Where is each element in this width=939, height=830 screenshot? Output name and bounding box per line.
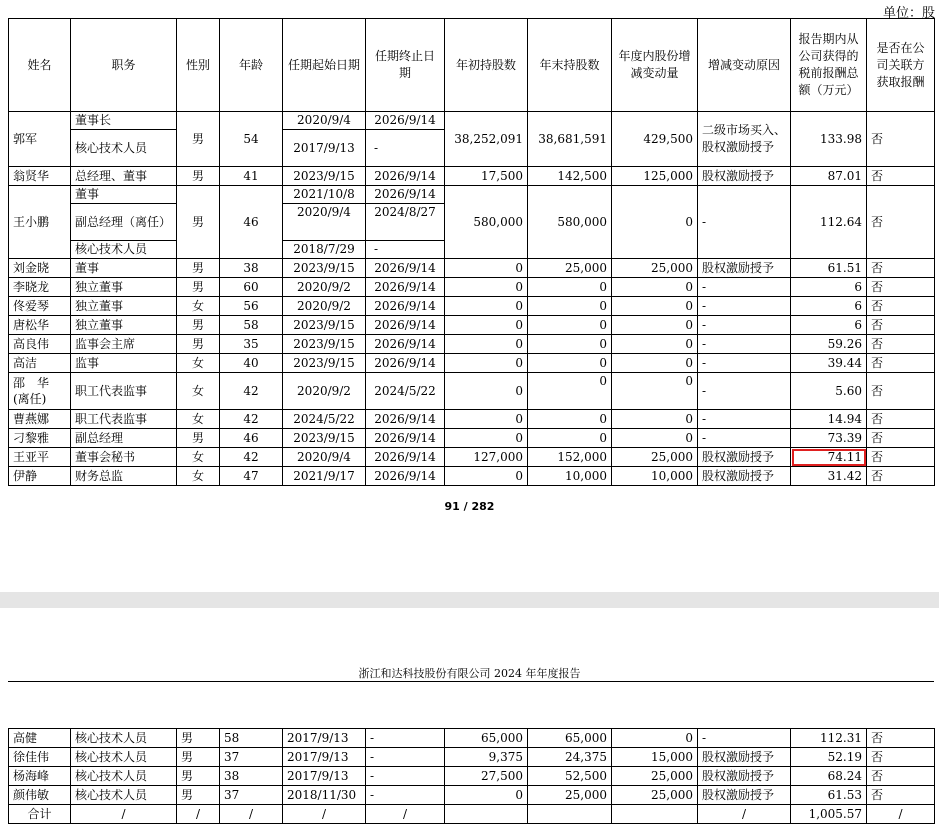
begin-shares-cell: 0 (445, 335, 528, 354)
pay-cell: 112.31 (791, 729, 867, 748)
start-cell: 2023/9/15 (283, 316, 366, 335)
total-pay: 1,005.57 (791, 805, 867, 824)
end-date-cell: - (366, 241, 445, 259)
age-cell: 42 (220, 373, 283, 410)
age-cell: 47 (220, 467, 283, 486)
begin-shares-cell: 0 (445, 467, 528, 486)
header-cell: 性别 (177, 19, 220, 112)
age-cell: 58 (220, 316, 283, 335)
age-cell: 58 (220, 729, 283, 748)
change-cell: 0 (612, 186, 698, 259)
end-date-cell: 2026/9/14 (366, 448, 445, 467)
reason-cell: - (698, 373, 791, 410)
name-cell: 李晓龙 (9, 278, 71, 297)
begin-shares-cell: 65,000 (445, 729, 528, 748)
change-cell: 429,500 (612, 112, 698, 167)
end-shares-cell: 0 (528, 410, 612, 429)
end-date-cell: 2026/9/14 (366, 259, 445, 278)
related-cell: 否 (867, 467, 935, 486)
reason-cell: - (698, 335, 791, 354)
table-row (9, 259, 935, 278)
end-shares-cell: 0 (528, 316, 612, 335)
change-cell: 0 (612, 410, 698, 429)
start-cell: 2023/9/15 (283, 335, 366, 354)
change-cell: 25,000 (612, 259, 698, 278)
related-cell: 否 (867, 167, 935, 186)
related-cell: 否 (867, 410, 935, 429)
total-slash: / (283, 805, 366, 824)
name-cell: 徐佳伟 (9, 748, 71, 767)
start-cell: 2017/9/13 (283, 748, 366, 767)
position-cell: 独立董事 (71, 278, 177, 297)
reason-cell: 股权激励授予 (698, 767, 791, 786)
reason-cell: 股权激励授予 (698, 259, 791, 278)
reason-cell: - (698, 186, 791, 259)
end-shares-cell: 0 (528, 354, 612, 373)
end-shares-cell: 25,000 (528, 786, 612, 805)
pay-cell: 39.44 (791, 354, 867, 373)
total-slash: / (71, 805, 177, 824)
begin-shares-cell: 580,000 (445, 186, 528, 259)
header-cell: 任期起始日期 (283, 19, 366, 112)
start-cell: 2023/9/15 (283, 354, 366, 373)
related-cell: 否 (867, 112, 935, 167)
related-cell: 否 (867, 186, 935, 259)
change-cell: 10,000 (612, 467, 698, 486)
end-shares-cell: 38,681,591 (528, 112, 612, 167)
position-cell: 董事会秘书 (71, 448, 177, 467)
related-cell: 否 (867, 448, 935, 467)
total-empty (612, 805, 698, 824)
report-header: 浙江和达科技股份有限公司 2024 年年度报告 (358, 667, 581, 680)
gender-cell: 女 (177, 354, 220, 373)
begin-shares-cell: 0 (445, 354, 528, 373)
table-row (9, 786, 935, 805)
age-cell: 38 (220, 767, 283, 786)
position-cell: 监事 (71, 354, 177, 373)
core-tech-table (8, 728, 935, 824)
related-cell: 否 (867, 429, 935, 448)
gender-cell: 男 (177, 786, 220, 805)
table-row (9, 278, 935, 297)
age-cell: 35 (220, 335, 283, 354)
gender-cell: 男 (177, 316, 220, 335)
header-row (9, 19, 935, 112)
age-cell: 60 (220, 278, 283, 297)
end-shares-cell: 10,000 (528, 467, 612, 486)
end-shares-cell: 25,000 (528, 259, 612, 278)
reason-cell: - (698, 278, 791, 297)
table-row (9, 467, 935, 486)
age-cell: 37 (220, 748, 283, 767)
header-cell: 是否在公司关联方获取报酬 (867, 19, 935, 112)
begin-shares-cell: 0 (445, 316, 528, 335)
begin-shares-cell: 0 (445, 786, 528, 805)
table-row (9, 767, 935, 786)
name-cell (9, 373, 71, 410)
header-cell: 年末持股数 (528, 19, 612, 112)
change-cell: 0 (612, 316, 698, 335)
begin-shares-cell: 0 (445, 259, 528, 278)
pay-cell: 61.51 (791, 259, 867, 278)
position-cell: 核心技术人员 (71, 241, 177, 259)
related-cell: 否 (867, 354, 935, 373)
end-date-cell: 2026/9/14 (366, 429, 445, 448)
position-cell: 职工代表监事 (71, 373, 177, 410)
change-cell: 0 (612, 297, 698, 316)
name-line: 邵 华 (13, 376, 50, 390)
pay-cell: 6 (791, 316, 867, 335)
age-cell: 38 (220, 259, 283, 278)
table-row (9, 448, 935, 467)
start-cell: 2023/9/15 (283, 167, 366, 186)
name-cell: 高健 (9, 729, 71, 748)
end-shares-cell: 0 (528, 335, 612, 354)
begin-shares-cell: 127,000 (445, 448, 528, 467)
start-cell: 2020/9/2 (283, 297, 366, 316)
pay-cell: 112.64 (791, 186, 867, 259)
related-cell: 否 (867, 373, 935, 410)
pay-cell: 87.01 (791, 167, 867, 186)
reason-cell: 二级市场买入、股权激励授予 (698, 112, 791, 167)
reason-cell: 股权激励授予 (698, 786, 791, 805)
gender-cell: 男 (177, 429, 220, 448)
start-cell: 2020/9/4 (283, 112, 366, 130)
begin-shares-cell: 0 (445, 373, 528, 410)
start-cell: 2020/9/4 (283, 204, 366, 241)
end-shares-cell: 52,500 (528, 767, 612, 786)
start-cell: 2017/9/13 (283, 729, 366, 748)
begin-shares-cell: 0 (445, 278, 528, 297)
position-cell: 董事 (71, 259, 177, 278)
pay-cell: 5.60 (791, 373, 867, 410)
gender-cell: 女 (177, 373, 220, 410)
end-date-cell: 2026/9/14 (366, 410, 445, 429)
start-cell: 2020/9/4 (283, 448, 366, 467)
gender-cell: 女 (177, 297, 220, 316)
gender-cell: 男 (177, 335, 220, 354)
pay-cell: 14.94 (791, 410, 867, 429)
name-cell: 高良伟 (9, 335, 71, 354)
reason-cell: - (698, 410, 791, 429)
table-row (9, 297, 935, 316)
position-cell: 总经理、董事 (71, 167, 177, 186)
position-cell: 独立董事 (71, 297, 177, 316)
position-cell: 核心技术人员 (71, 729, 177, 748)
header-cell: 任期终止日期 (366, 19, 445, 112)
table-row (9, 112, 935, 130)
end-shares-cell: 65,000 (528, 729, 612, 748)
change-cell: 0 (612, 335, 698, 354)
reason-cell: - (698, 297, 791, 316)
total-slash: / (698, 805, 791, 824)
change-cell: 0 (612, 278, 698, 297)
name-note: (离任) (13, 392, 47, 406)
related-cell: 否 (867, 748, 935, 767)
table-row (9, 186, 935, 204)
change-cell: 0 (612, 354, 698, 373)
end-shares-cell: 0 (528, 297, 612, 316)
begin-shares-cell: 0 (445, 297, 528, 316)
end-shares-cell: 0 (528, 278, 612, 297)
total-slash: / (366, 805, 445, 824)
end-shares-cell: 0 (528, 429, 612, 448)
position-cell: 核心技术人员 (71, 748, 177, 767)
end-date-cell: 2026/9/14 (366, 297, 445, 316)
end-date-cell: - (366, 748, 445, 767)
position-cell: 董事 (71, 186, 177, 204)
position-cell: 财务总监 (71, 467, 177, 486)
gender-cell: 男 (177, 167, 220, 186)
reason-cell: - (698, 729, 791, 748)
total-slash: / (867, 805, 935, 824)
position-cell: 核心技术人员 (71, 767, 177, 786)
end-shares-cell: 142,500 (528, 167, 612, 186)
start-cell: 2024/5/22 (283, 410, 366, 429)
name-cell: 杨海峰 (9, 767, 71, 786)
related-cell: 否 (867, 335, 935, 354)
page-number: 91 / 282 (444, 500, 495, 513)
pay-cell-highlighted: 74.11 (791, 448, 867, 467)
end-date-cell: - (366, 729, 445, 748)
gender-cell: 男 (177, 729, 220, 748)
name-cell: 曹燕娜 (9, 410, 71, 429)
gender-cell: 女 (177, 448, 220, 467)
name-cell: 颜伟敏 (9, 786, 71, 805)
end-shares-cell: 24,375 (528, 748, 612, 767)
start-cell: 2023/9/15 (283, 259, 366, 278)
pay-cell: 31.42 (791, 467, 867, 486)
end-date-cell: 2026/9/14 (366, 112, 445, 130)
related-cell: 否 (867, 729, 935, 748)
begin-shares-cell: 17,500 (445, 167, 528, 186)
end-date-cell: 2024/5/22 (366, 373, 445, 410)
gender-cell: 男 (177, 748, 220, 767)
table-row (9, 373, 935, 410)
change-cell: 125,000 (612, 167, 698, 186)
name-cell: 王亚平 (9, 448, 71, 467)
start-cell: 2018/11/30 (283, 786, 366, 805)
name-cell: 王小鹏 (9, 186, 71, 259)
name-cell: 佟爱琴 (9, 297, 71, 316)
gender-cell: 男 (177, 767, 220, 786)
table-row (9, 729, 935, 748)
gender-cell: 男 (177, 278, 220, 297)
header-cell: 姓名 (9, 19, 71, 112)
age-cell: 37 (220, 786, 283, 805)
gender-cell: 女 (177, 467, 220, 486)
change-cell: 25,000 (612, 786, 698, 805)
pay-cell: 73.39 (791, 429, 867, 448)
total-empty (445, 805, 528, 824)
start-cell: 2017/9/13 (283, 767, 366, 786)
end-date-cell: 2026/9/14 (366, 316, 445, 335)
position-cell: 副总经理（离任） (71, 204, 177, 241)
table-row (9, 354, 935, 373)
table-row (9, 410, 935, 429)
change-cell: 15,000 (612, 748, 698, 767)
age-cell: 56 (220, 297, 283, 316)
end-date-cell: 2026/9/14 (366, 186, 445, 204)
begin-shares-cell: 0 (445, 410, 528, 429)
name-cell: 高洁 (9, 354, 71, 373)
age-cell: 46 (220, 429, 283, 448)
total-slash: / (220, 805, 283, 824)
end-date-cell: - (366, 767, 445, 786)
change-cell: 0 (612, 373, 698, 410)
end-date-cell: - (366, 786, 445, 805)
begin-shares-cell: 0 (445, 429, 528, 448)
age-cell: 40 (220, 354, 283, 373)
table-row (9, 316, 935, 335)
executives-table (8, 18, 935, 486)
end-date-cell: 2026/9/14 (366, 278, 445, 297)
age-cell: 41 (220, 167, 283, 186)
name-cell: 刁黎雅 (9, 429, 71, 448)
reason-cell: 股权激励授予 (698, 748, 791, 767)
related-cell: 否 (867, 297, 935, 316)
related-cell: 否 (867, 259, 935, 278)
reason-cell: - (698, 429, 791, 448)
change-cell: 0 (612, 429, 698, 448)
total-slash: / (177, 805, 220, 824)
header-cell: 年度内股份增减变动量 (612, 19, 698, 112)
header-cell: 年龄 (220, 19, 283, 112)
name-cell: 刘金晓 (9, 259, 71, 278)
related-cell: 否 (867, 767, 935, 786)
end-shares-cell: 152,000 (528, 448, 612, 467)
change-cell: 0 (612, 729, 698, 748)
start-cell: 2017/9/13 (283, 130, 366, 167)
end-date-cell: 2026/9/14 (366, 467, 445, 486)
position-cell: 监事会主席 (71, 335, 177, 354)
name-cell: 翁贤华 (9, 167, 71, 186)
end-shares-cell: 580,000 (528, 186, 612, 259)
name-cell: 郭军 (9, 112, 71, 167)
age-cell: 54 (220, 112, 283, 167)
end-date-cell: 2026/9/14 (366, 335, 445, 354)
name-cell: 唐松华 (9, 316, 71, 335)
pay-cell: 68.24 (791, 767, 867, 786)
change-cell: 25,000 (612, 767, 698, 786)
unit-label: 单位：股 (882, 6, 935, 21)
page-gap (0, 592, 939, 608)
header-cell: 年初持股数 (445, 19, 528, 112)
pay-cell: 133.98 (791, 112, 867, 167)
gender-cell: 男 (177, 186, 220, 259)
age-cell: 42 (220, 410, 283, 429)
age-cell: 46 (220, 186, 283, 259)
position-cell: 副总经理 (71, 429, 177, 448)
begin-shares-cell: 27,500 (445, 767, 528, 786)
position-cell: 核心技术人员 (71, 786, 177, 805)
total-row (9, 805, 935, 824)
gender-cell: 男 (177, 112, 220, 167)
total-label: 合计 (9, 805, 71, 824)
end-date-cell: - (366, 130, 445, 167)
related-cell: 否 (867, 316, 935, 335)
pay-cell: 6 (791, 278, 867, 297)
start-cell: 2018/7/29 (283, 241, 366, 259)
gender-cell: 女 (177, 410, 220, 429)
change-cell: 25,000 (612, 448, 698, 467)
position-cell: 董事长 (71, 112, 177, 130)
reason-cell: - (698, 316, 791, 335)
related-cell: 否 (867, 786, 935, 805)
end-date-cell: 2024/8/27 (366, 204, 445, 241)
name-cell: 伊静 (9, 467, 71, 486)
position-cell: 独立董事 (71, 316, 177, 335)
end-date-cell: 2026/9/14 (366, 354, 445, 373)
pay-cell: 52.19 (791, 748, 867, 767)
table-row (9, 335, 935, 354)
header-cell: 增减变动原因 (698, 19, 791, 112)
header-cell: 报告期内从公司获得的税前报酬总额（万元） (791, 19, 867, 112)
start-cell: 2021/10/8 (283, 186, 366, 204)
header-cell: 职务 (71, 19, 177, 112)
table-row (9, 167, 935, 186)
total-empty (528, 805, 612, 824)
begin-shares-cell: 38,252,091 (445, 112, 528, 167)
position-cell: 职工代表监事 (71, 410, 177, 429)
reason-cell: 股权激励授予 (698, 167, 791, 186)
start-cell: 2021/9/17 (283, 467, 366, 486)
pay-cell: 61.53 (791, 786, 867, 805)
pay-cell: 59.26 (791, 335, 867, 354)
age-cell: 42 (220, 448, 283, 467)
end-date-cell: 2026/9/14 (366, 167, 445, 186)
pay-cell: 6 (791, 297, 867, 316)
position-cell: 核心技术人员 (71, 130, 177, 167)
related-cell: 否 (867, 278, 935, 297)
gender-cell: 男 (177, 259, 220, 278)
start-cell: 2023/9/15 (283, 429, 366, 448)
reason-cell: 股权激励授予 (698, 448, 791, 467)
end-shares-cell: 0 (528, 373, 612, 410)
table-row (9, 429, 935, 448)
table-row (9, 748, 935, 767)
start-cell: 2020/9/2 (283, 373, 366, 410)
start-cell: 2020/9/2 (283, 278, 366, 297)
reason-cell: - (698, 354, 791, 373)
begin-shares-cell: 9,375 (445, 748, 528, 767)
header-rule (8, 681, 934, 682)
reason-cell: 股权激励授予 (698, 467, 791, 486)
